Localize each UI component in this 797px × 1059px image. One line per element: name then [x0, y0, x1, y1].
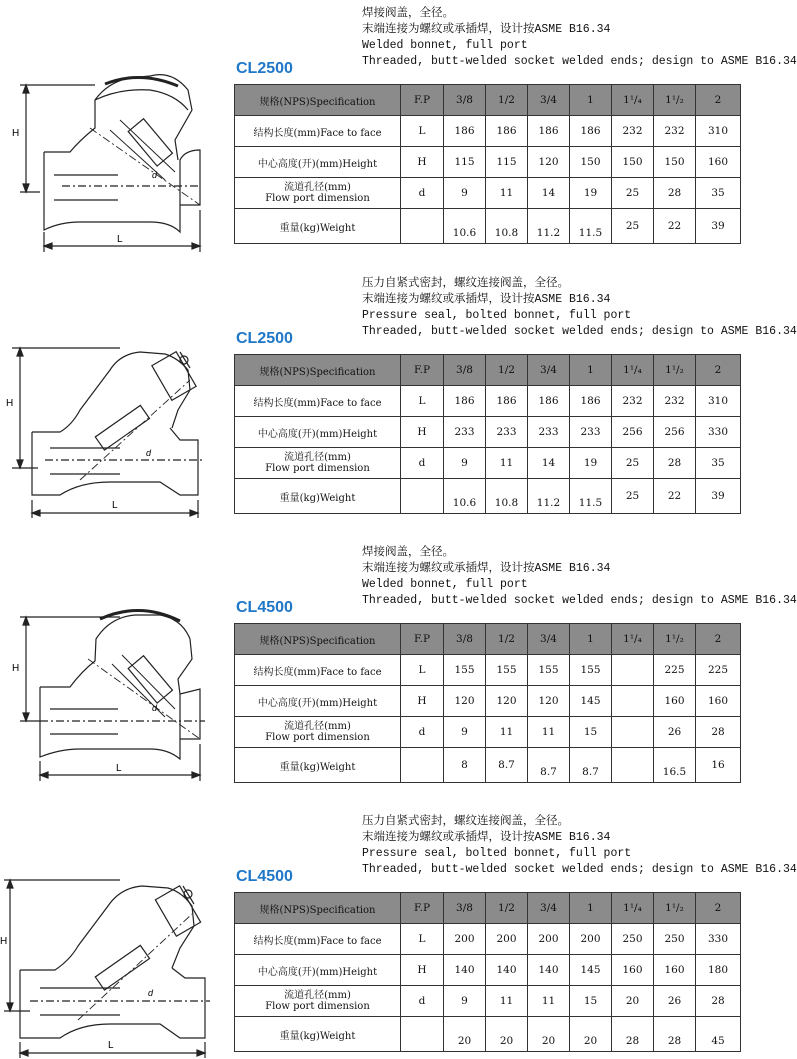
cell: 232: [654, 116, 696, 147]
row-symbol: L: [401, 116, 444, 147]
note-line: 末端连接为螺纹或承插焊，设计按ASME B16.34: [362, 562, 611, 575]
note-line: 末端连接为螺纹或承插焊，设计按ASME B16.34: [362, 831, 611, 844]
cell: 250: [654, 924, 696, 955]
cell: 145: [570, 955, 612, 986]
spec-table: [234, 623, 741, 783]
valve-section-3: [0, 808, 797, 1059]
pressure-class-title: CL2500: [236, 60, 293, 77]
label-h: H: [0, 936, 8, 947]
table-row: [235, 717, 741, 748]
row-symbol: H: [401, 147, 444, 178]
row-label: [235, 178, 401, 209]
row-symbol: L: [401, 655, 444, 686]
note-line: 压力自紧式密封，螺纹连接阀盖，全径。: [362, 815, 569, 828]
label-d: d: [148, 988, 154, 998]
cell: 225: [654, 655, 696, 686]
header-cell: 1/2: [486, 355, 528, 386]
row-symbol: H: [401, 417, 444, 448]
cell: 140: [486, 955, 528, 986]
row-symbol: H: [401, 955, 444, 986]
cell: 26: [654, 986, 696, 1017]
valve-section-1: [0, 270, 797, 530]
section-notes: [362, 814, 797, 878]
note-line: Threaded, butt-welded socket welded ends; design to ASME B16.34: [362, 863, 797, 876]
cell: 15: [570, 717, 612, 748]
cell: 150: [570, 147, 612, 178]
cell: 15: [570, 986, 612, 1017]
cell: 232: [654, 386, 696, 417]
cell: 233: [570, 417, 612, 448]
cell: 140: [528, 955, 570, 986]
header-cell: 3/8: [444, 355, 486, 386]
row-label: 重量(kg)Weight: [235, 479, 401, 514]
table-row: [235, 448, 741, 479]
cell: 20: [528, 1017, 570, 1052]
label-l: L: [108, 1040, 114, 1051]
pressure-seal-valve-drawing: [0, 270, 230, 530]
cell: 39: [696, 479, 741, 514]
cell: 11: [486, 178, 528, 209]
cell: 186: [486, 116, 528, 147]
label-l: L: [112, 500, 118, 511]
cell: 120: [444, 686, 486, 717]
cell: 233: [444, 417, 486, 448]
valve-section-2: [0, 539, 797, 799]
note-line: Threaded, butt-welded socket welded ends; design to ASME B16.34: [362, 594, 797, 607]
cell: 11.2: [528, 479, 570, 514]
row-label: 结构长度(mm)Face to face: [235, 386, 401, 417]
header-cell: 1/2: [486, 85, 528, 116]
cell: 8.7: [570, 748, 612, 783]
cell: 25: [612, 479, 654, 514]
cell: 11.2: [528, 209, 570, 244]
cell: 310: [696, 116, 741, 147]
row-symbol: d: [401, 448, 444, 479]
cell: 120: [486, 686, 528, 717]
cell: 115: [444, 147, 486, 178]
cell: 11: [528, 717, 570, 748]
header-cell: 2: [696, 85, 741, 116]
row-label: 中心高度(开)(mm)Height: [235, 686, 401, 717]
spec-table: [234, 354, 741, 514]
cell: 8: [444, 748, 486, 783]
cell: 155: [486, 655, 528, 686]
label-d: d: [146, 448, 152, 458]
cell: 16.5: [654, 748, 696, 783]
row-symbol: [401, 209, 444, 244]
cell: 35: [696, 448, 741, 479]
cell: 256: [654, 417, 696, 448]
cell: 9: [444, 986, 486, 1017]
cell: 20: [612, 986, 654, 1017]
row-label: [235, 986, 401, 1017]
cell: 14: [528, 448, 570, 479]
pressure-class-title: CL2500: [236, 330, 293, 347]
cell: 28: [654, 1017, 696, 1052]
cell: 186: [528, 116, 570, 147]
cell: 250: [612, 924, 654, 955]
cell: 8.7: [486, 748, 528, 783]
row-label-en: Flow port dimension: [265, 732, 370, 743]
row-label: 结构长度(mm)Face to face: [235, 116, 401, 147]
cell: 16: [696, 748, 741, 783]
cell: [612, 655, 654, 686]
cell: 45: [696, 1017, 741, 1052]
cell: 160: [654, 955, 696, 986]
row-symbol: H: [401, 686, 444, 717]
valve-section-0: [0, 0, 797, 260]
table-row: [235, 178, 741, 209]
header-cell: 1: [570, 624, 612, 655]
row-symbol: L: [401, 386, 444, 417]
header-cell: 1¹/₂: [654, 624, 696, 655]
header-cell: 1: [570, 85, 612, 116]
pressure-class-title: CL4500: [236, 599, 293, 616]
cell: 155: [444, 655, 486, 686]
cell: 25: [612, 209, 654, 244]
table-row: [235, 209, 741, 244]
cell: 25: [612, 178, 654, 209]
cell: 20: [570, 1017, 612, 1052]
cell: 120: [528, 686, 570, 717]
cell: 155: [570, 655, 612, 686]
note-line: Pressure seal, bolted bonnet, full port: [362, 309, 632, 322]
row-symbol: d: [401, 986, 444, 1017]
cell: 233: [528, 417, 570, 448]
row-symbol: L: [401, 924, 444, 955]
cell: 330: [696, 924, 741, 955]
section-notes: [362, 545, 797, 609]
cell: 11: [486, 717, 528, 748]
note-line: 末端连接为螺纹或承插焊，设计按ASME B16.34: [362, 293, 611, 306]
row-label-cn: 流道孔径(mm): [284, 721, 351, 732]
section-notes: [362, 6, 797, 70]
header-row: [235, 893, 741, 924]
row-symbol: [401, 748, 444, 783]
header-cell: 3/4: [528, 85, 570, 116]
cell: 11: [486, 448, 528, 479]
label-l: L: [117, 234, 123, 245]
cell: 232: [612, 116, 654, 147]
row-symbol: [401, 1017, 444, 1052]
header-cell: 3/8: [444, 893, 486, 924]
cell: 232: [612, 386, 654, 417]
cell: 155: [528, 655, 570, 686]
table-row: [235, 417, 741, 448]
cell: 160: [696, 686, 741, 717]
note-line: Welded bonnet, full port: [362, 578, 528, 591]
cell: 10.8: [486, 209, 528, 244]
header-cell: F.P: [401, 355, 444, 386]
header-cell: 规格(NPS)Specification: [235, 85, 401, 116]
header-cell: 规格(NPS)Specification: [235, 624, 401, 655]
header-cell: 3/8: [444, 624, 486, 655]
cell: 19: [570, 448, 612, 479]
header-cell: 1¹/₂: [654, 355, 696, 386]
welded-bonnet-valve-drawing: [0, 539, 230, 799]
table-row: [235, 686, 741, 717]
header-cell: 1¹/₄: [612, 355, 654, 386]
header-cell: 1/2: [486, 624, 528, 655]
cell: [612, 686, 654, 717]
cell: 225: [696, 655, 741, 686]
row-label: [235, 717, 401, 748]
row-label-en: Flow port dimension: [265, 463, 370, 474]
cell: 120: [528, 147, 570, 178]
pressure-seal-valve-drawing: [0, 808, 230, 1059]
cell: 11.5: [570, 209, 612, 244]
cell: 310: [696, 386, 741, 417]
cell: 20: [444, 1017, 486, 1052]
cell: 22: [654, 209, 696, 244]
cell: 200: [444, 924, 486, 955]
header-row: [235, 85, 741, 116]
welded-bonnet-valve-drawing: [0, 0, 230, 260]
cell: 35: [696, 178, 741, 209]
cell: 200: [486, 924, 528, 955]
cell: 160: [654, 686, 696, 717]
cell: 9: [444, 178, 486, 209]
header-cell: 2: [696, 355, 741, 386]
table-row: [235, 655, 741, 686]
row-label: 中心高度(开)(mm)Height: [235, 955, 401, 986]
row-label: 结构长度(mm)Face to face: [235, 924, 401, 955]
row-label: 重量(kg)Weight: [235, 748, 401, 783]
note-line: 焊接阀盖，全径。: [362, 7, 454, 20]
cell: 25: [612, 448, 654, 479]
cell: 14: [528, 178, 570, 209]
section-notes: [362, 276, 797, 340]
row-symbol: d: [401, 717, 444, 748]
header-cell: 1/2: [486, 893, 528, 924]
cell: 10.8: [486, 479, 528, 514]
row-label: 重量(kg)Weight: [235, 1017, 401, 1052]
cell: 8.7: [528, 748, 570, 783]
header-cell: 3/4: [528, 355, 570, 386]
table-row: [235, 147, 741, 178]
header-cell: F.P: [401, 85, 444, 116]
cell: 9: [444, 717, 486, 748]
cell: 10.6: [444, 209, 486, 244]
cell: 160: [696, 147, 741, 178]
header-cell: 1¹/₄: [612, 893, 654, 924]
note-line: Pressure seal, bolted bonnet, full port: [362, 847, 632, 860]
row-label-cn: 流道孔径(mm): [284, 452, 351, 463]
cell: [612, 717, 654, 748]
cell: 10.6: [444, 479, 486, 514]
table-row: [235, 386, 741, 417]
cell: 330: [696, 417, 741, 448]
cell: 186: [570, 116, 612, 147]
cell: 150: [654, 147, 696, 178]
row-symbol: [401, 479, 444, 514]
cell: 11.5: [570, 479, 612, 514]
note-line: 焊接阀盖，全径。: [362, 546, 454, 559]
table-row: [235, 955, 741, 986]
table-row: [235, 748, 741, 783]
cell: 140: [444, 955, 486, 986]
table-row: [235, 1017, 741, 1052]
cell: 186: [528, 386, 570, 417]
row-label: [235, 448, 401, 479]
header-cell: F.P: [401, 893, 444, 924]
header-cell: 1¹/₂: [654, 85, 696, 116]
header-row: [235, 624, 741, 655]
label-h: H: [12, 663, 20, 674]
row-label-en: Flow port dimension: [265, 1001, 370, 1012]
row-label: 结构长度(mm)Face to face: [235, 655, 401, 686]
header-cell: 1¹/₄: [612, 85, 654, 116]
cell: 39: [696, 209, 741, 244]
label-d: d: [152, 170, 158, 180]
cell: 11: [486, 986, 528, 1017]
cell: 22: [654, 479, 696, 514]
cell: 186: [444, 116, 486, 147]
cell: 20: [486, 1017, 528, 1052]
cell: 186: [444, 386, 486, 417]
cell: 28: [654, 448, 696, 479]
cell: 28: [696, 717, 741, 748]
cell: 200: [570, 924, 612, 955]
note-line: Threaded, butt-welded socket welded ends; design to ASME B16.34: [362, 55, 797, 68]
spec-table: [234, 892, 741, 1052]
note-line: 压力自紧式密封，螺纹连接阀盖，全径。: [362, 277, 569, 290]
header-cell: 规格(NPS)Specification: [235, 355, 401, 386]
row-label-cn: 流道孔径(mm): [284, 182, 351, 193]
table-row: [235, 116, 741, 147]
cell: 200: [528, 924, 570, 955]
header-row: [235, 355, 741, 386]
row-label-en: Flow port dimension: [265, 193, 370, 204]
cell: 180: [696, 955, 741, 986]
header-cell: 2: [696, 624, 741, 655]
header-cell: F.P: [401, 624, 444, 655]
header-cell: 3/4: [528, 893, 570, 924]
cell: 186: [570, 386, 612, 417]
cell: 115: [486, 147, 528, 178]
label-h: H: [6, 398, 14, 409]
header-cell: 3/8: [444, 85, 486, 116]
cell: 28: [612, 1017, 654, 1052]
cell: 150: [612, 147, 654, 178]
header-cell: 2: [696, 893, 741, 924]
header-cell: 1: [570, 893, 612, 924]
cell: 160: [612, 955, 654, 986]
cell: 28: [696, 986, 741, 1017]
row-label: 中心高度(开)(mm)Height: [235, 417, 401, 448]
cell: 233: [486, 417, 528, 448]
row-label-cn: 流道孔径(mm): [284, 990, 351, 1001]
spec-table: [234, 84, 741, 244]
header-cell: 规格(NPS)Specification: [235, 893, 401, 924]
cell: 28: [654, 178, 696, 209]
cell: 19: [570, 178, 612, 209]
table-row: [235, 479, 741, 514]
label-d: d: [152, 703, 158, 713]
pressure-class-title: CL4500: [236, 868, 293, 885]
cell: [612, 748, 654, 783]
table-row: [235, 986, 741, 1017]
row-label: 中心高度(开)(mm)Height: [235, 147, 401, 178]
label-l: L: [116, 763, 122, 774]
note-line: 末端连接为螺纹或承插焊，设计按ASME B16.34: [362, 23, 611, 36]
header-cell: 1¹/₄: [612, 624, 654, 655]
cell: 9: [444, 448, 486, 479]
cell: 11: [528, 986, 570, 1017]
cell: 186: [486, 386, 528, 417]
cell: 26: [654, 717, 696, 748]
table-row: [235, 924, 741, 955]
header-cell: 1¹/₂: [654, 893, 696, 924]
cell: 145: [570, 686, 612, 717]
header-cell: 1: [570, 355, 612, 386]
cell: 256: [612, 417, 654, 448]
row-label: 重量(kg)Weight: [235, 209, 401, 244]
note-line: Threaded, butt-welded socket welded ends; design to ASME B16.34: [362, 325, 797, 338]
header-cell: 3/4: [528, 624, 570, 655]
label-h: H: [12, 128, 20, 139]
note-line: Welded bonnet, full port: [362, 39, 528, 52]
row-symbol: d: [401, 178, 444, 209]
